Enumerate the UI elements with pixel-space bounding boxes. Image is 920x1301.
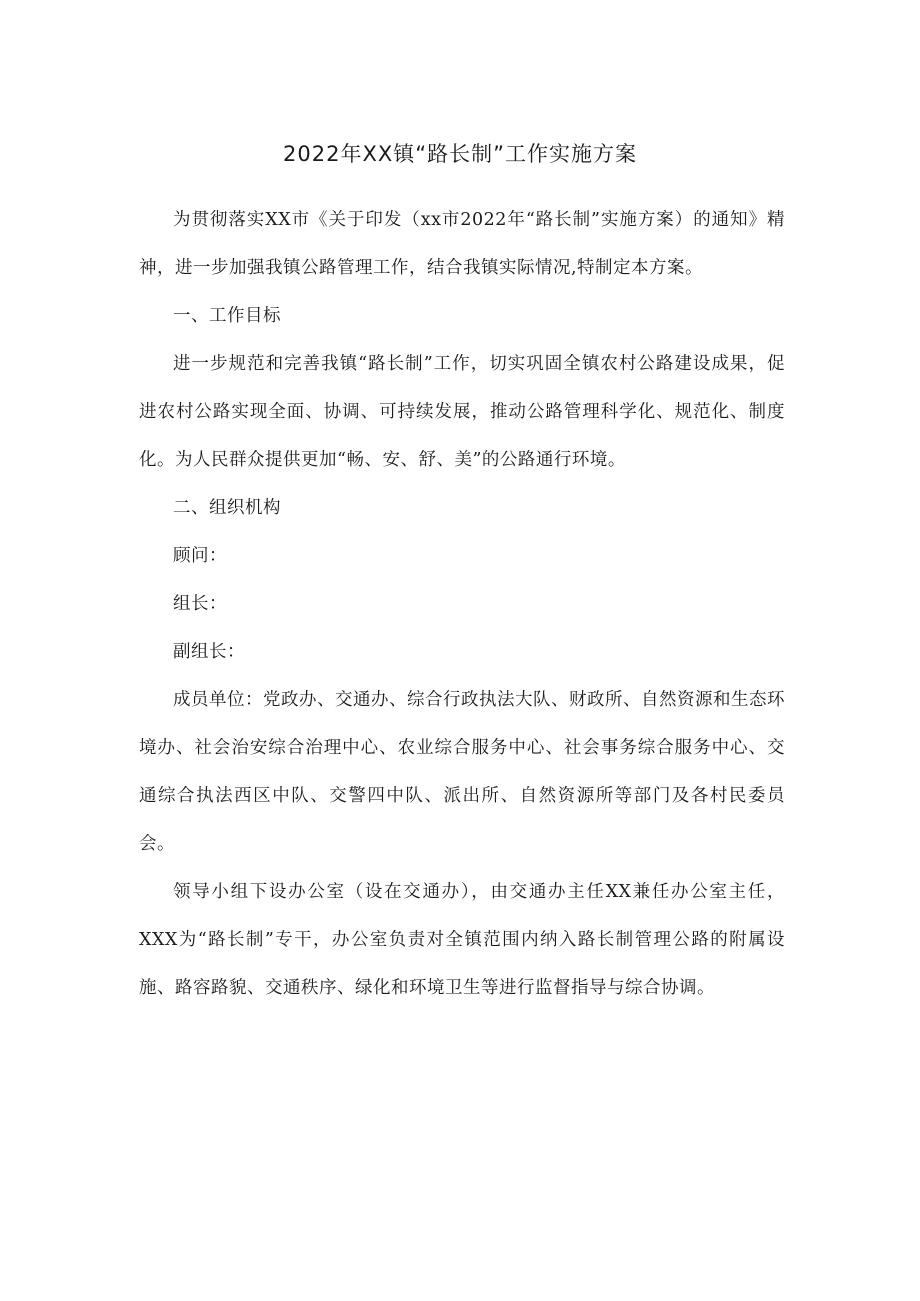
deputy-leader-line: 副组长： (173, 642, 245, 662)
document-body (139, 196, 785, 1012)
leader-line: 组长： (173, 594, 227, 614)
advisor-line: 顾问： (173, 546, 227, 566)
section-heading-organization: 二、组织机构 (173, 498, 281, 518)
section-heading-work-goals: 一、工作目标 (173, 306, 281, 326)
intro-paragraph: 为贯彻落实XX市《关于印发（xx市2022年“路长制”实施方案）的通知》精神，进一步加强我镇公路管理工作，结合我镇实际情况,特制定本方案。 (139, 210, 785, 278)
document-title: 2022年XX镇“路长制”工作实施方案 (283, 142, 637, 166)
member-units-paragraph: 成员单位：党政办、交通办、综合行政执法大队、财政所、自然资源和生态环境办、社会治安综合治理中心、农业综合服务中心、社会事务综合服务中心、交通综合执法西区中队、交警四中队、派出所、自然资源所等部门及各村民委员会。 (139, 690, 785, 854)
office-paragraph: 领导小组下设办公室（设在交通办），由交通办主任XX兼任办公室主任，XXX为“路长制”专干，办公室负责对全镇范围内纳入路长制管理公路的附属设施、路容路貌、交通秩序、绿化和环境卫生等进行监督指导与综合协调。 (139, 882, 785, 998)
work-goals-paragraph: 进一步规范和完善我镇“路长制”工作，切实巩固全镇农村公路建设成果，促进农村公路实现全面、协调、可持续发展，推动公路管理科学化、规范化、制度化。为人民群众提供更加“畅、安、舒、美”的公路通行环境。 (139, 354, 785, 470)
